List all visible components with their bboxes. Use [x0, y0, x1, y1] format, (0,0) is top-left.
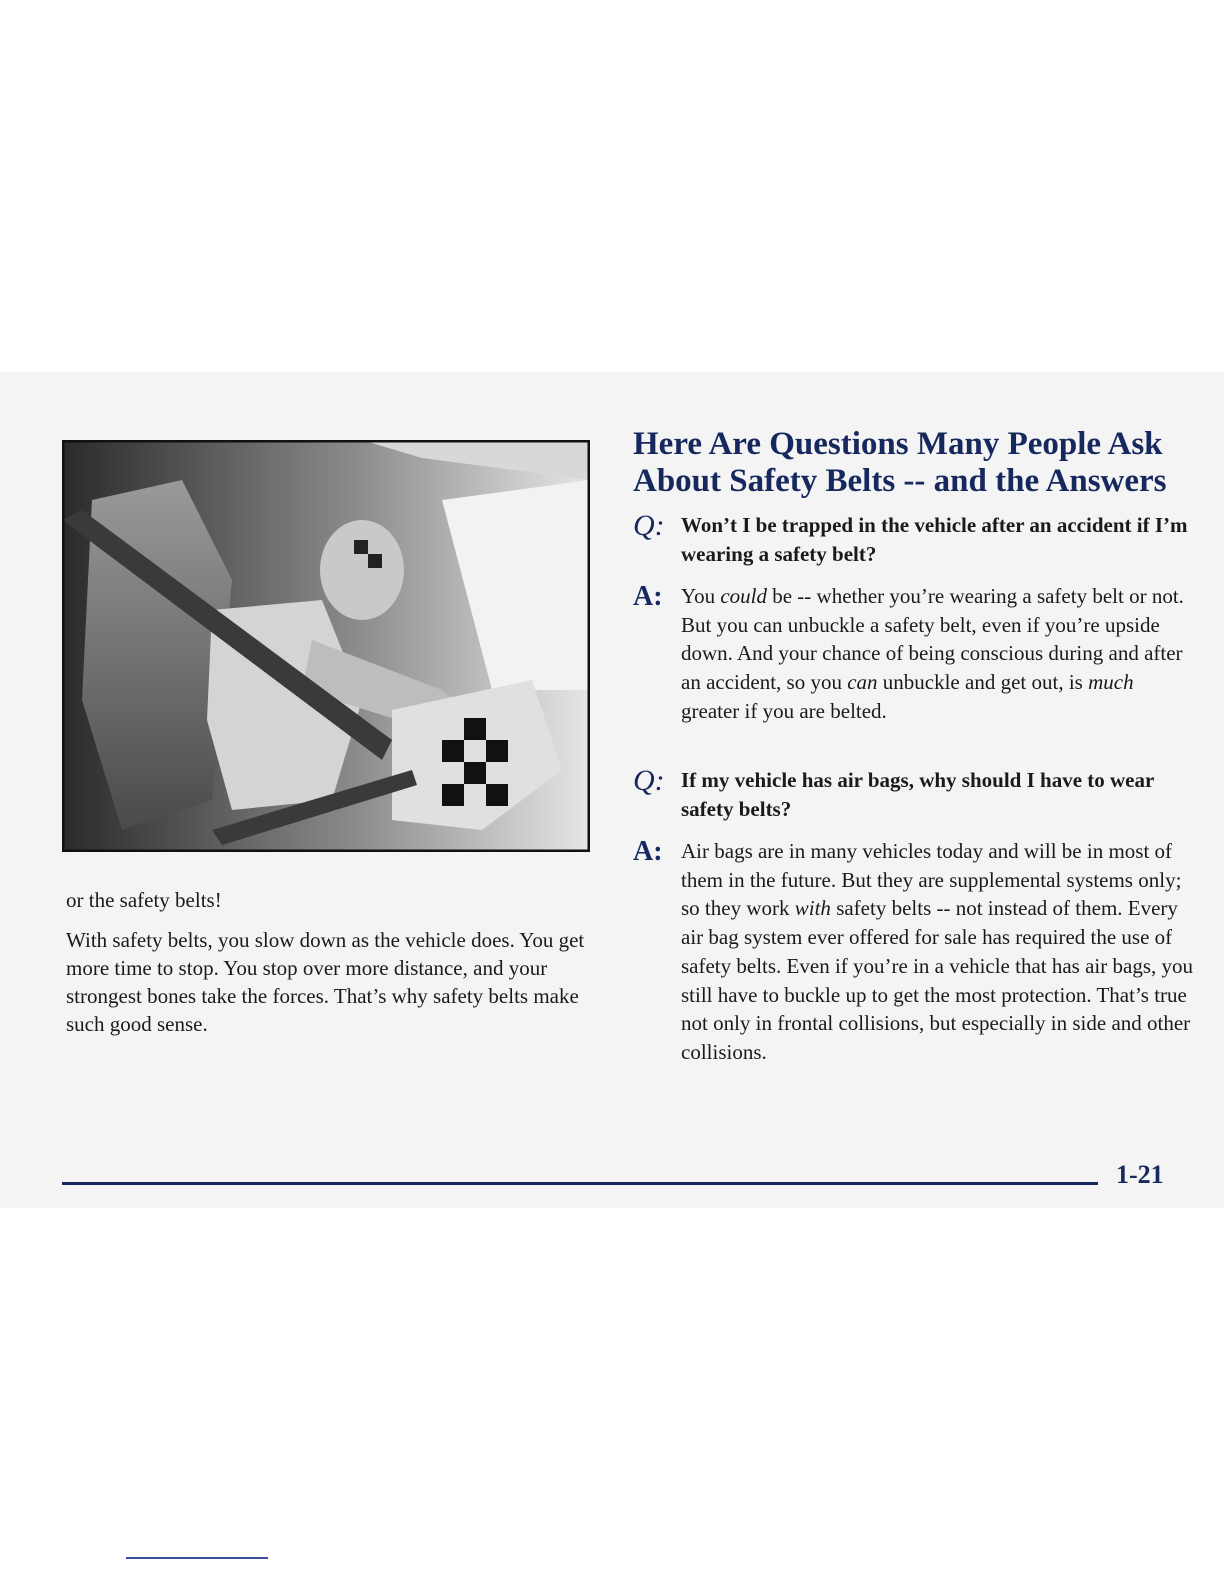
answer-1-run: be -- whether you’re wearing a safety belt or not. But you can unbuckle a safety belt, even if you’re upside down. And your chance of being conscious during and after an accident, so you [681, 584, 1184, 695]
q-mark: Q: [633, 764, 665, 797]
answer-1-run: unbuckle and get out, is [877, 670, 1089, 695]
answer-2-emphasis: with [794, 896, 831, 921]
q-mark: Q: [633, 509, 665, 542]
answer-1 [633, 582, 1193, 726]
answer-1-emphasis: much [1088, 670, 1134, 695]
answer-1-run: greater if you are belted. [681, 698, 887, 723]
crash-test-photo-icon [62, 440, 590, 852]
crash-test-photo [62, 440, 590, 852]
left-paragraph-1: or the safety belts! [66, 888, 222, 912]
answer-2 [633, 837, 1193, 1067]
a-mark: A: [633, 581, 663, 612]
answer-1-emphasis: could [720, 584, 767, 608]
left-column [66, 886, 596, 1050]
short-rule [126, 1557, 268, 1559]
answer-2-run: Air bags are in many vehicles today and will be in most of them in the future. But they are supplemental systems only; so they work [681, 839, 1182, 921]
answer-1-emphasis: can [847, 670, 878, 695]
answer-2-run: safety belts -- not instead of them. Every air bag system ever offered for sale has required the use of safety belts. Even if you’re in a vehicle that has air bags, you still have to buckle up to get the most protection. That’s true not only in frontal collisions, but especially in side and other collisions. [681, 896, 1193, 1064]
answer-1-text [681, 582, 1193, 726]
a-mark: A: [633, 836, 663, 867]
question-1 [633, 511, 1193, 569]
question-2 [633, 766, 1193, 824]
page-number: 1-21 [1116, 1160, 1164, 1189]
left-paragraph-2: With safety belts, you slow down as the vehicle does. You get more time to stop. You stop over more distance, and your strongest bones take the forces. That’s why safety belts make such good sense. [66, 928, 585, 1036]
answer-2-text [681, 837, 1193, 1067]
question-2-text: If my vehicle has air bags, why should I have to wear safety belts? [681, 768, 1154, 821]
footer-rule [62, 1182, 1098, 1185]
answer-1-run: You [681, 584, 721, 608]
question-1-text: Won’t I be trapped in the vehicle after an accident if I’m wearing a safety belt? [681, 513, 1188, 566]
section-heading: Here Are Questions Many People Ask About Safety Belts -- and the Answers [633, 426, 1167, 499]
